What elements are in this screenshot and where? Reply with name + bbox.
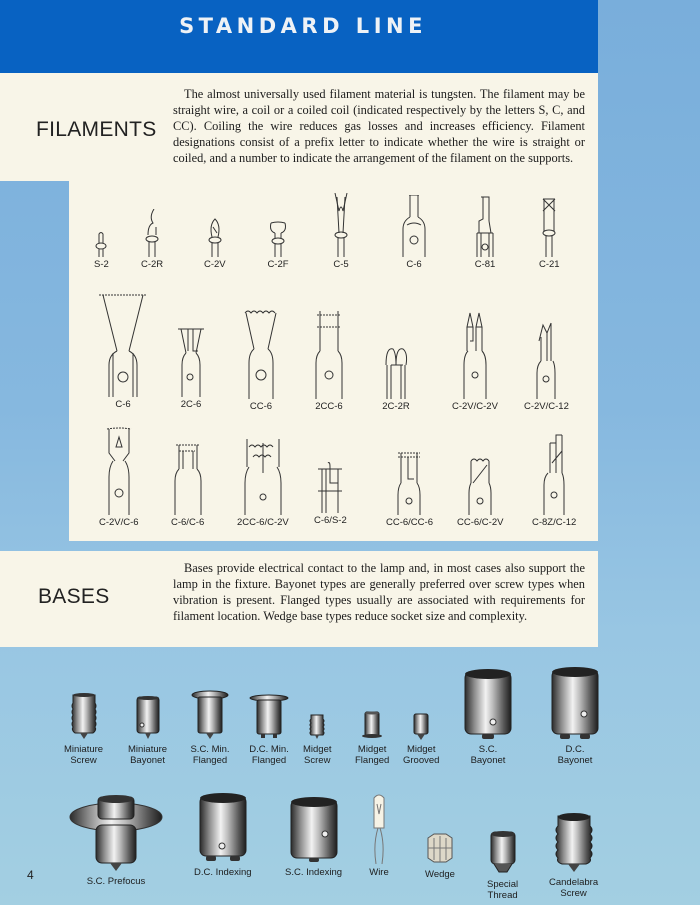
filament-c-6 bbox=[399, 195, 429, 270]
filament-c-2r bbox=[141, 209, 163, 270]
indexing-base-icon bbox=[289, 796, 339, 864]
filament-label: S-2 bbox=[94, 259, 109, 270]
filament-s-2 bbox=[94, 231, 109, 270]
filament-cc-6 bbox=[242, 309, 280, 412]
filaments-grid-panel bbox=[69, 181, 598, 541]
filament-c-5 bbox=[332, 193, 350, 270]
base-wedge bbox=[424, 832, 456, 880]
base-label: S.C. Prefocus bbox=[86, 876, 146, 887]
filament-2cc-6 bbox=[314, 311, 344, 412]
flanged-base-icon bbox=[359, 710, 385, 741]
header-bar bbox=[0, 0, 598, 73]
filament-label: C-6 bbox=[115, 399, 131, 410]
filament-diagram-icon bbox=[540, 197, 558, 257]
screw-base-icon bbox=[69, 693, 99, 741]
filaments-heading: FILAMENTS bbox=[36, 118, 157, 141]
flanged-base-icon bbox=[248, 694, 290, 741]
base-miniature-bayonet bbox=[128, 695, 167, 766]
filament-2c-2r bbox=[381, 345, 411, 412]
filament-c-8z-c-12 bbox=[532, 433, 576, 528]
base-candelabra-screw bbox=[549, 812, 598, 899]
filament-diagram-icon bbox=[173, 441, 203, 515]
base-label: S.C. Min. Flanged bbox=[190, 744, 230, 766]
filament-c-21 bbox=[539, 197, 560, 270]
filament-diagram-icon bbox=[460, 311, 490, 399]
filament-label: C-2V/C-12 bbox=[524, 401, 569, 412]
filament-label: C-6/C-6 bbox=[171, 517, 205, 528]
filament-label: C-6/S-2 bbox=[314, 515, 347, 526]
base-label: Midget Screw bbox=[303, 744, 332, 766]
page-title: STANDARD LINE bbox=[179, 13, 427, 38]
filament-c-2v-c-12 bbox=[524, 321, 569, 412]
base-midget-grooved bbox=[403, 712, 439, 766]
filament-label: C-5 bbox=[333, 259, 349, 270]
filament-diagram-icon bbox=[396, 449, 422, 515]
filament-label: C-81 bbox=[474, 259, 496, 270]
special-thread-base-icon bbox=[488, 830, 518, 876]
filament-diagram-icon bbox=[143, 209, 161, 257]
filament-c-2v-c-2v bbox=[452, 311, 498, 412]
filament-label: 2C-6 bbox=[180, 399, 202, 410]
base-dc-min-flanged bbox=[248, 694, 290, 766]
filaments-intro-panel bbox=[0, 73, 598, 181]
filament-diagram-icon bbox=[242, 309, 280, 399]
filament-label: 2CC-6/C-2V bbox=[237, 517, 289, 528]
filament-diagram-icon bbox=[103, 427, 135, 515]
filament-c-81 bbox=[471, 193, 499, 270]
base-label: Candelabra Screw bbox=[549, 877, 599, 899]
filament-label: CC-6 bbox=[249, 401, 273, 412]
filament-c-2v bbox=[204, 217, 226, 270]
filament-2cc-6-c-2v bbox=[237, 437, 289, 528]
bayonet-base-icon bbox=[463, 668, 513, 741]
indexing-base-icon bbox=[198, 792, 248, 864]
filament-label: C-2V/C-2V bbox=[452, 401, 498, 412]
page-number: 4 bbox=[27, 868, 34, 882]
base-midget-screw bbox=[303, 713, 332, 766]
screw-base-icon bbox=[307, 713, 327, 741]
bayonet-base-icon bbox=[133, 695, 163, 741]
filament-diagram-icon bbox=[533, 321, 559, 399]
filament-diagram-icon bbox=[332, 193, 350, 257]
filament-cc-6-cc-6 bbox=[386, 449, 433, 528]
filament-diagram-icon bbox=[467, 457, 493, 515]
base-label: Special Thread bbox=[487, 879, 519, 901]
filament-label: C-2F bbox=[267, 259, 289, 270]
filament-diagram-icon bbox=[94, 231, 108, 257]
flanged-base-icon bbox=[190, 689, 230, 741]
filament-label: CC-6/C-2V bbox=[457, 517, 504, 528]
bases-intro-panel bbox=[0, 551, 598, 647]
filament-2c-6 bbox=[176, 325, 206, 410]
filament-diagram-icon bbox=[176, 325, 206, 397]
wire-base-lamp-icon bbox=[367, 794, 391, 864]
filament-diagram-icon bbox=[399, 195, 429, 257]
filament-label: C-8Z/C-12 bbox=[532, 517, 577, 528]
base-label: D.C. Bayonet bbox=[557, 744, 593, 766]
bases-description: Bases provide electrical contact to the lamp and, in most cases also support the lamp in the fixture. Bayonet types are generally preferred over screw types when vibration is present. Flanged types usually are associated with requirements for filament location. Wedge base types reduce socket size and complexity. bbox=[173, 561, 585, 623]
base-label: Miniature Bayonet bbox=[128, 744, 168, 766]
base-label: D.C. Indexing bbox=[194, 867, 252, 878]
filament-c-6-c-6 bbox=[171, 441, 204, 528]
base-dc-indexing bbox=[194, 792, 252, 878]
filament-c-6-s-2 bbox=[314, 461, 347, 526]
bayonet-base-icon bbox=[550, 666, 600, 741]
base-label: Miniature Screw bbox=[64, 744, 104, 766]
filament-c-2v-c-6 bbox=[99, 427, 139, 528]
filament-diagram-icon bbox=[97, 293, 149, 397]
filament-diagram-icon bbox=[267, 221, 289, 257]
base-dc-bayonet bbox=[550, 666, 600, 766]
filament-c-2f bbox=[267, 221, 289, 270]
base-sc-min-flanged bbox=[190, 689, 230, 766]
filament-cc-6-c-2v bbox=[457, 457, 503, 528]
base-label: S.C. Indexing bbox=[285, 867, 343, 878]
base-label: Wedge bbox=[425, 869, 455, 880]
base-label: D.C. Min. Flanged bbox=[249, 744, 289, 766]
filament-diagram-icon bbox=[314, 311, 344, 399]
filament-c-6-large bbox=[97, 293, 149, 410]
base-wire bbox=[367, 794, 391, 878]
filament-diagram-icon bbox=[243, 437, 283, 515]
filament-label: CC-6/CC-6 bbox=[386, 517, 433, 528]
filament-diagram-icon bbox=[542, 433, 566, 515]
filament-label: C-2R bbox=[141, 259, 164, 270]
base-label: Wire bbox=[369, 867, 389, 878]
base-label: Midget Grooved bbox=[403, 744, 440, 766]
wedge-base-icon bbox=[424, 832, 456, 866]
base-label: S.C. Bayonet bbox=[470, 744, 506, 766]
filament-label: C-6 bbox=[406, 259, 422, 270]
bases-heading: BASES bbox=[38, 585, 110, 608]
filament-diagram-icon bbox=[381, 345, 411, 399]
filament-label: C-21 bbox=[539, 259, 560, 270]
base-special-thread bbox=[487, 830, 518, 901]
filament-label: 2C-2R bbox=[382, 401, 410, 412]
filament-label: C-2V/C-6 bbox=[99, 517, 139, 528]
grooved-base-icon bbox=[409, 712, 433, 741]
filament-label: 2CC-6 bbox=[315, 401, 343, 412]
filaments-description: The almost universally used filament material is tungsten. The filament may be straight wire, a coil or a coiled coil (indicated respectively by the letters S, C, and CC). Coiling the wire reduces gas losses and increases efficiency. Filament designations consist of a prefix letter to indicate whether the wire is straight or coiled, and a number to indicate the arrangement of the filament on the supports. bbox=[173, 87, 585, 165]
base-sc-prefocus bbox=[66, 793, 166, 887]
base-sc-indexing bbox=[285, 796, 342, 878]
prefocus-base-icon bbox=[66, 793, 166, 873]
candelabra-screw-base-icon bbox=[552, 812, 596, 874]
base-label: Midget Flanged bbox=[355, 744, 390, 766]
filament-diagram-icon bbox=[316, 461, 344, 513]
base-sc-bayonet bbox=[463, 668, 513, 766]
filament-diagram-icon bbox=[206, 217, 224, 257]
base-midget-flanged bbox=[355, 710, 389, 766]
filament-label: C-2V bbox=[204, 259, 226, 270]
filament-diagram-icon bbox=[471, 193, 499, 257]
base-miniature-screw bbox=[64, 693, 103, 766]
